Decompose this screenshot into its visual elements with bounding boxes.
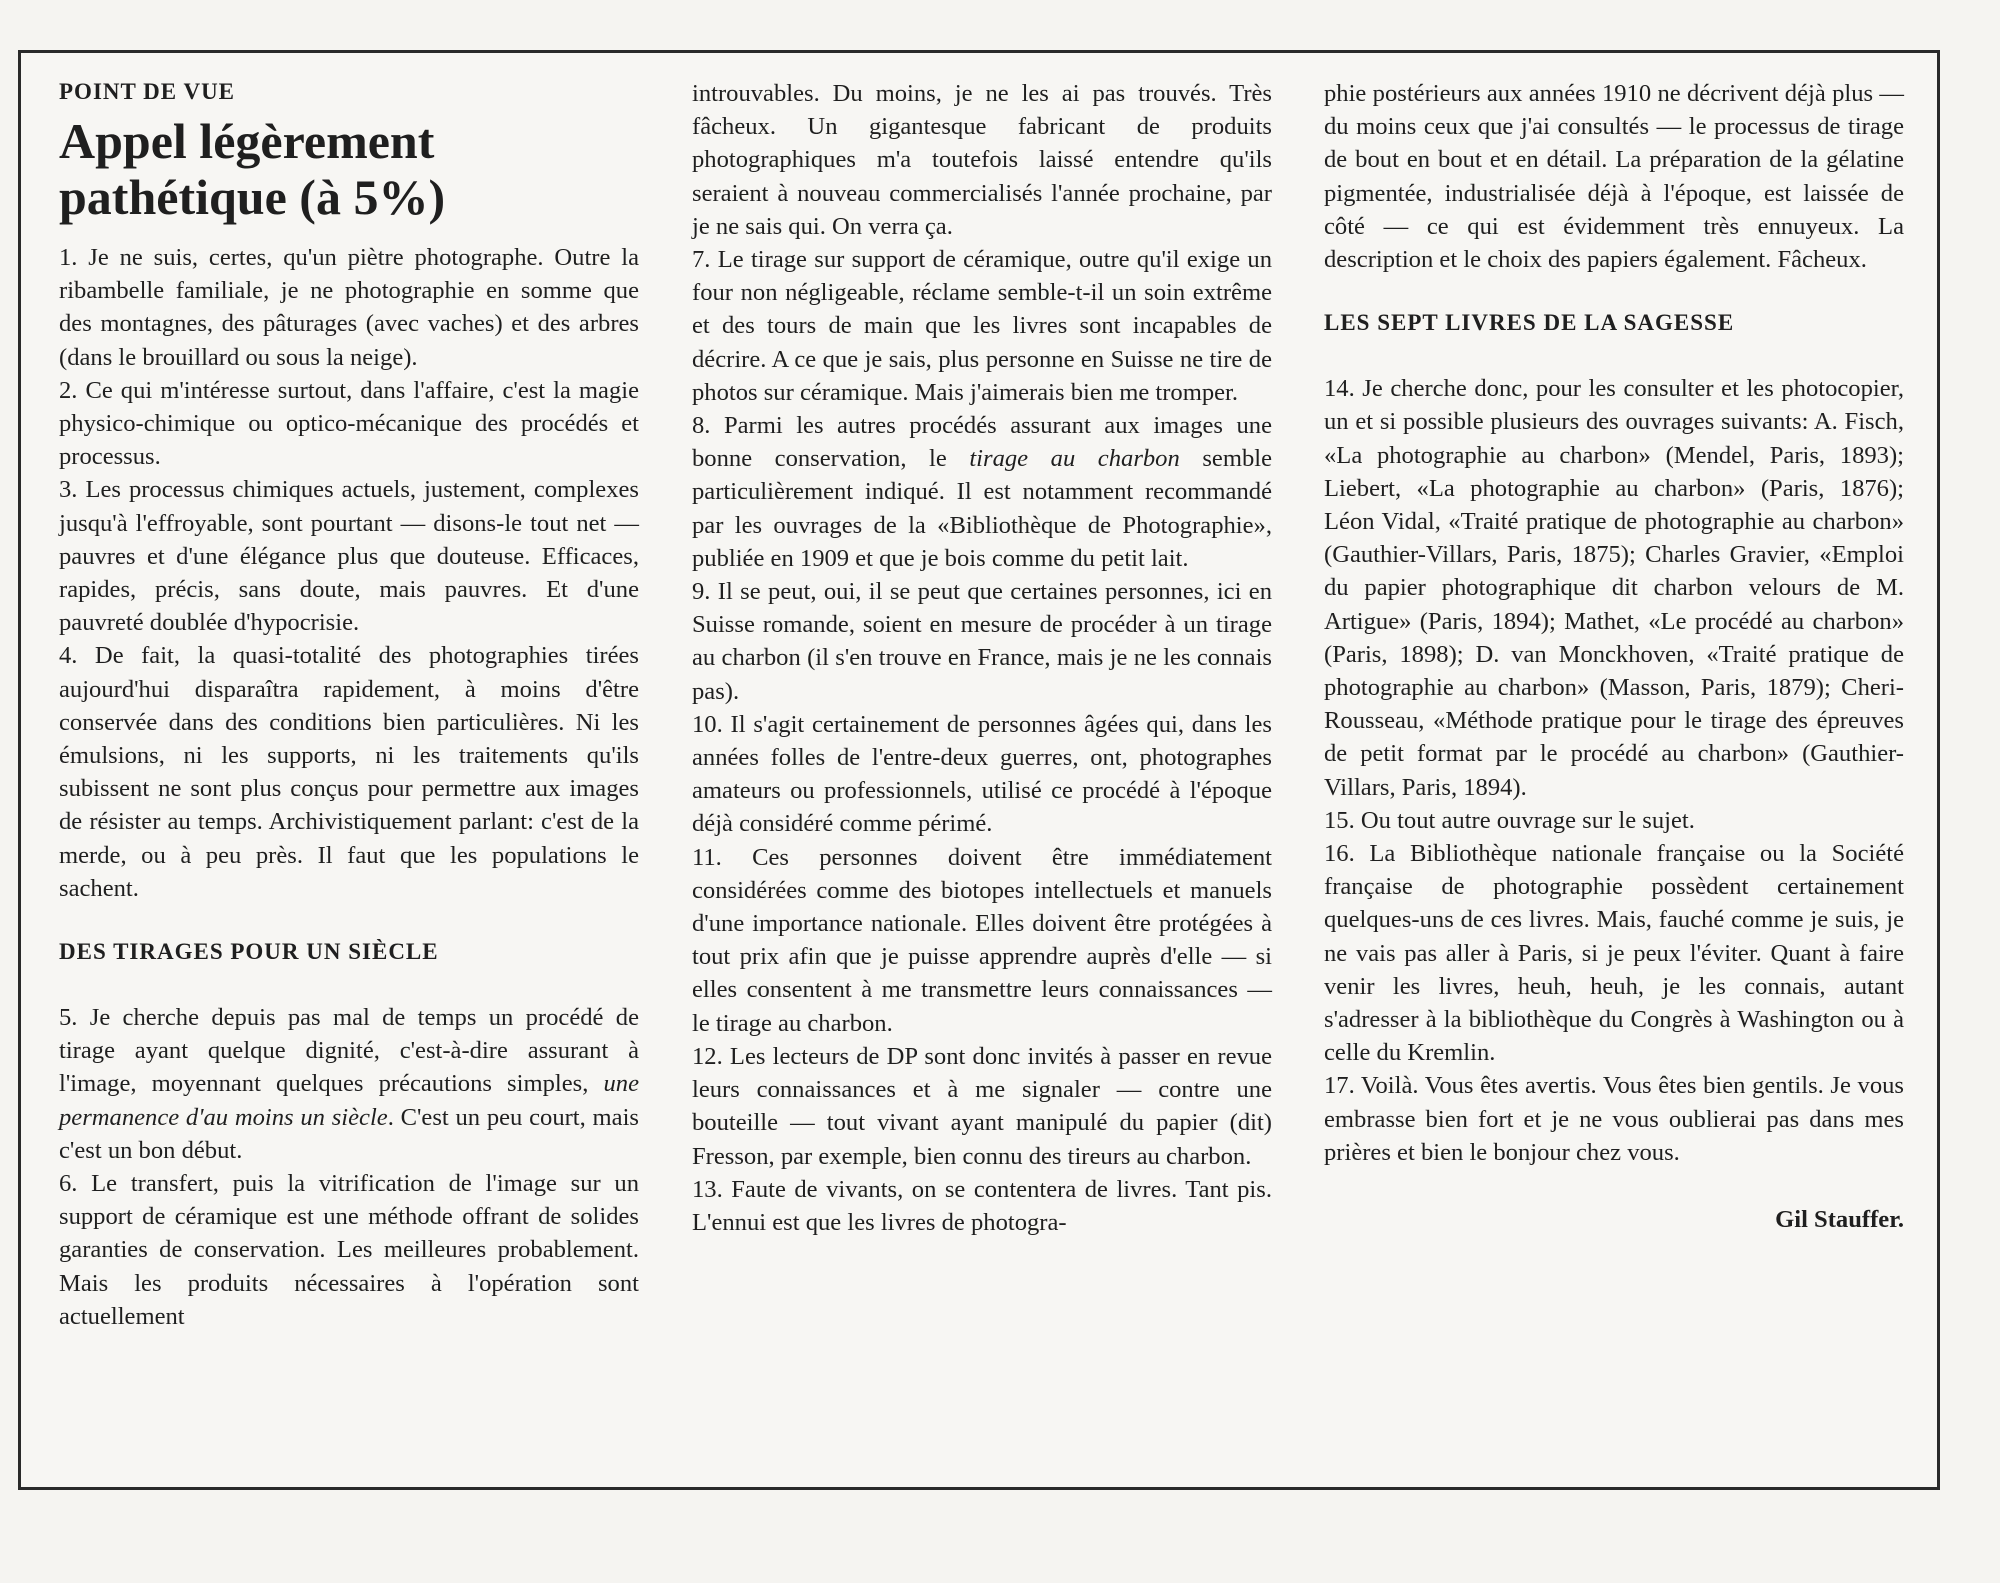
paragraph-15: 15. Ou tout autre ouvrage sur le sujet.	[1324, 806, 1695, 834]
paragraph-13: 13. Faute de vivants, on se contentera de livres. Tant pis. L'ennui est que les livres de photogra-	[692, 1175, 1272, 1236]
paragraph-4: 4. De fait, la quasi-totalité des photographies tirées aujourd'hui disparaîtra rapidement, à moins d'être conservée dans des conditions bien particulières. Ni les émulsions, ni les supports, ni les traitements qu'ils subissent ne sont plus conçus pour permettre aux images de résister au temps. Archivistiquement parlant: c'est de la merde, ou à peu près. Il faut que les populations le sachent.	[59, 642, 639, 902]
article-frame	[18, 50, 1940, 1490]
paragraph-6: 6. Le transfert, puis la vitrification de l'image sur un support de céramique est une méthode offrant de solides garanties de conservation. Les meilleures probablement. Mais les produits nécessaires à l'opération sont actuellement	[59, 1170, 639, 1330]
paragraph-16: 16. La Bibliothèque nationale française ou la Société française de photographie possèdent certainement quelques-uns de ces livres. Mais, fauché comme je suis, je ne vais pas aller à Paris, si je peux l'éviter. Quant à faire venir les livres, heuh, heuh, je les connais, autant s'adresser à la bibliothèque du Congrès à Washington ou à celle du Kremlin.	[1324, 840, 1904, 1067]
paragraph-1: 1. Je ne suis, certes, qu'un piètre photographe. Outre la ribambelle familiale, je ne photographie en somme que des montagnes, des pâturages (avec vaches) et des arbres (dans le brouillard ou sous la neige).	[59, 244, 639, 371]
paragraph-8: 8. Parmi les autres procédés assurant aux images une bonne conservation, le tirage au charbon semble particulièrement indiqué. Il est notamment recommandé par les ouvrages de la «Bibliothèque de Photographie», publiée en 1909 et que je bois comme du petit lait.	[692, 412, 1273, 572]
paragraph-10: 10. Il s'agit certainement de personnes âgées qui, dans les années folles de l'entre-deux guerres, ont, photographes amateurs ou professionnels, utilisé ce procédé à l'époque déjà considéré comme périmé.	[692, 710, 1272, 838]
article-title: Appel légèrement pathétique (à 5%)	[59, 113, 446, 225]
section-heading-tirages: DES TIRAGES POUR UN SIÈCLE	[59, 939, 439, 965]
paragraph-14: 14. Je cherche donc, pour les consulter et les photocopier, un et si possible plusieurs des ouvrages suivants: A. Fisch, «La photographie au charbon» (Mendel, Paris, 1893); Liebert, «La photographie au charbon» (Paris, 1876); Léon Vidal, «Traité pratique de photographie au charbon» (Gauthier-Villars, Paris, 1875); Charles Gravier, «Emploi du papier photographique dit charbon velours de M. Artigue» (Paris, 1894); Mathet, «Le procédé au charbon» (Paris, 1898); D. van Monckhoven, «Traité pratique de photographie au charbon» (Masson, Paris, 1879); Cheri-Rousseau, «Méthode pratique pour le tirage des épreuves de petit format par le procédé au charbon» (Gauthier-Villars, Paris, 1894).	[1324, 375, 1904, 801]
paragraph-6-continued: introuvables. Du moins, je ne les ai pas trouvés. Très fâcheux. Un gigantesque fabricant de produits photographiques m'a toutefois laissé entendre qu'ils seraient à nouveau commercialisés l'année prochaine, par je ne sais qui. On verra ça.	[692, 80, 1272, 240]
paragraph-17: 17. Voilà. Vous êtes avertis. Vous êtes bien gentils. Je vous embrasse bien fort et je ne vous oublierai pas dans mes prières et bien le bonjour chez vous.	[1324, 1072, 1904, 1166]
paragraph-12: 12. Les lecteurs de DP sont donc invités à passer en revue leurs connaissances et à me signaler — contre une bouteille — tout vivant ayant manipulé du papier (dit) Fresson, par exemple, bien connu des tireurs au charbon.	[692, 1042, 1272, 1170]
paragraph-3: 3. Les processus chimiques actuels, justement, complexes jusqu'à l'effroyable, sont pourtant — disons-le tout net — pauvres et d'une élégance plus que douteuse. Efficaces, rapides, précis, sans doute, mais pauvres. Et d'une pauvreté doublée d'hypocrisie.	[59, 476, 639, 637]
kicker: POINT DE VUE	[59, 79, 236, 104]
paragraph-11: 11. Ces personnes doivent être immédiatement considérées comme des biotopes intellectuels et manuels d'une importance nationale. Elles doivent être protégées à tout prix afin que je puisse apprendre auprès d'elle — si elles consentent à me transmettre leurs connaissances — le tirage au charbon.	[692, 843, 1272, 1037]
author-signature: Gil Stauffer.	[1775, 1206, 1904, 1234]
column-3	[1324, 77, 1904, 1236]
paragraph-2: 2. Ce qui m'intéresse surtout, dans l'affaire, c'est la magie physico-chimique ou optico-mécanique des procédés et processus.	[59, 376, 639, 471]
paragraph-9: 9. Il se peut, oui, il se peut que certaines personnes, ici en Suisse romande, soient en mesure de procéder à un tirage au charbon (il s'en trouve en France, mais je ne les connais pas).	[692, 578, 1272, 705]
paragraph-5: 5. Je cherche depuis pas mal de temps un procédé de tirage ayant quelque dignité, c'est-à-dire assurant à l'image, moyennant quelques précautions simples, une permanence d'au moins un siècle. C'est un peu court, mais c'est un bon début.	[59, 1004, 639, 1164]
paragraph-7: 7. Le tirage sur support de céramique, outre qu'il exige un four non négligeable, réclame semble-t-il un soin extrême et des tours de main que les livres sont incapables de décrire. A ce que je sais, plus personne en Suisse ne tire de photos sur céramique. Mais j'aimerais bien me tromper.	[692, 246, 1272, 406]
paragraph-13-continued: phie postérieurs aux années 1910 ne décrivent déjà plus — du moins ceux que j'ai consultés — le processus de tirage de bout en bout et en détail. La préparation de la gélatine pigmentée, industrialisée déjà à l'époque, est laissée de côté — ce qui est évidemment très ennuyeux. La description et le choix des papiers également. Fâcheux.	[1324, 80, 1904, 274]
column-1	[59, 77, 639, 1333]
section-heading-sagesse: LES SEPT LIVRES DE LA SAGESSE	[1324, 310, 1735, 336]
column-2	[692, 77, 1272, 1239]
